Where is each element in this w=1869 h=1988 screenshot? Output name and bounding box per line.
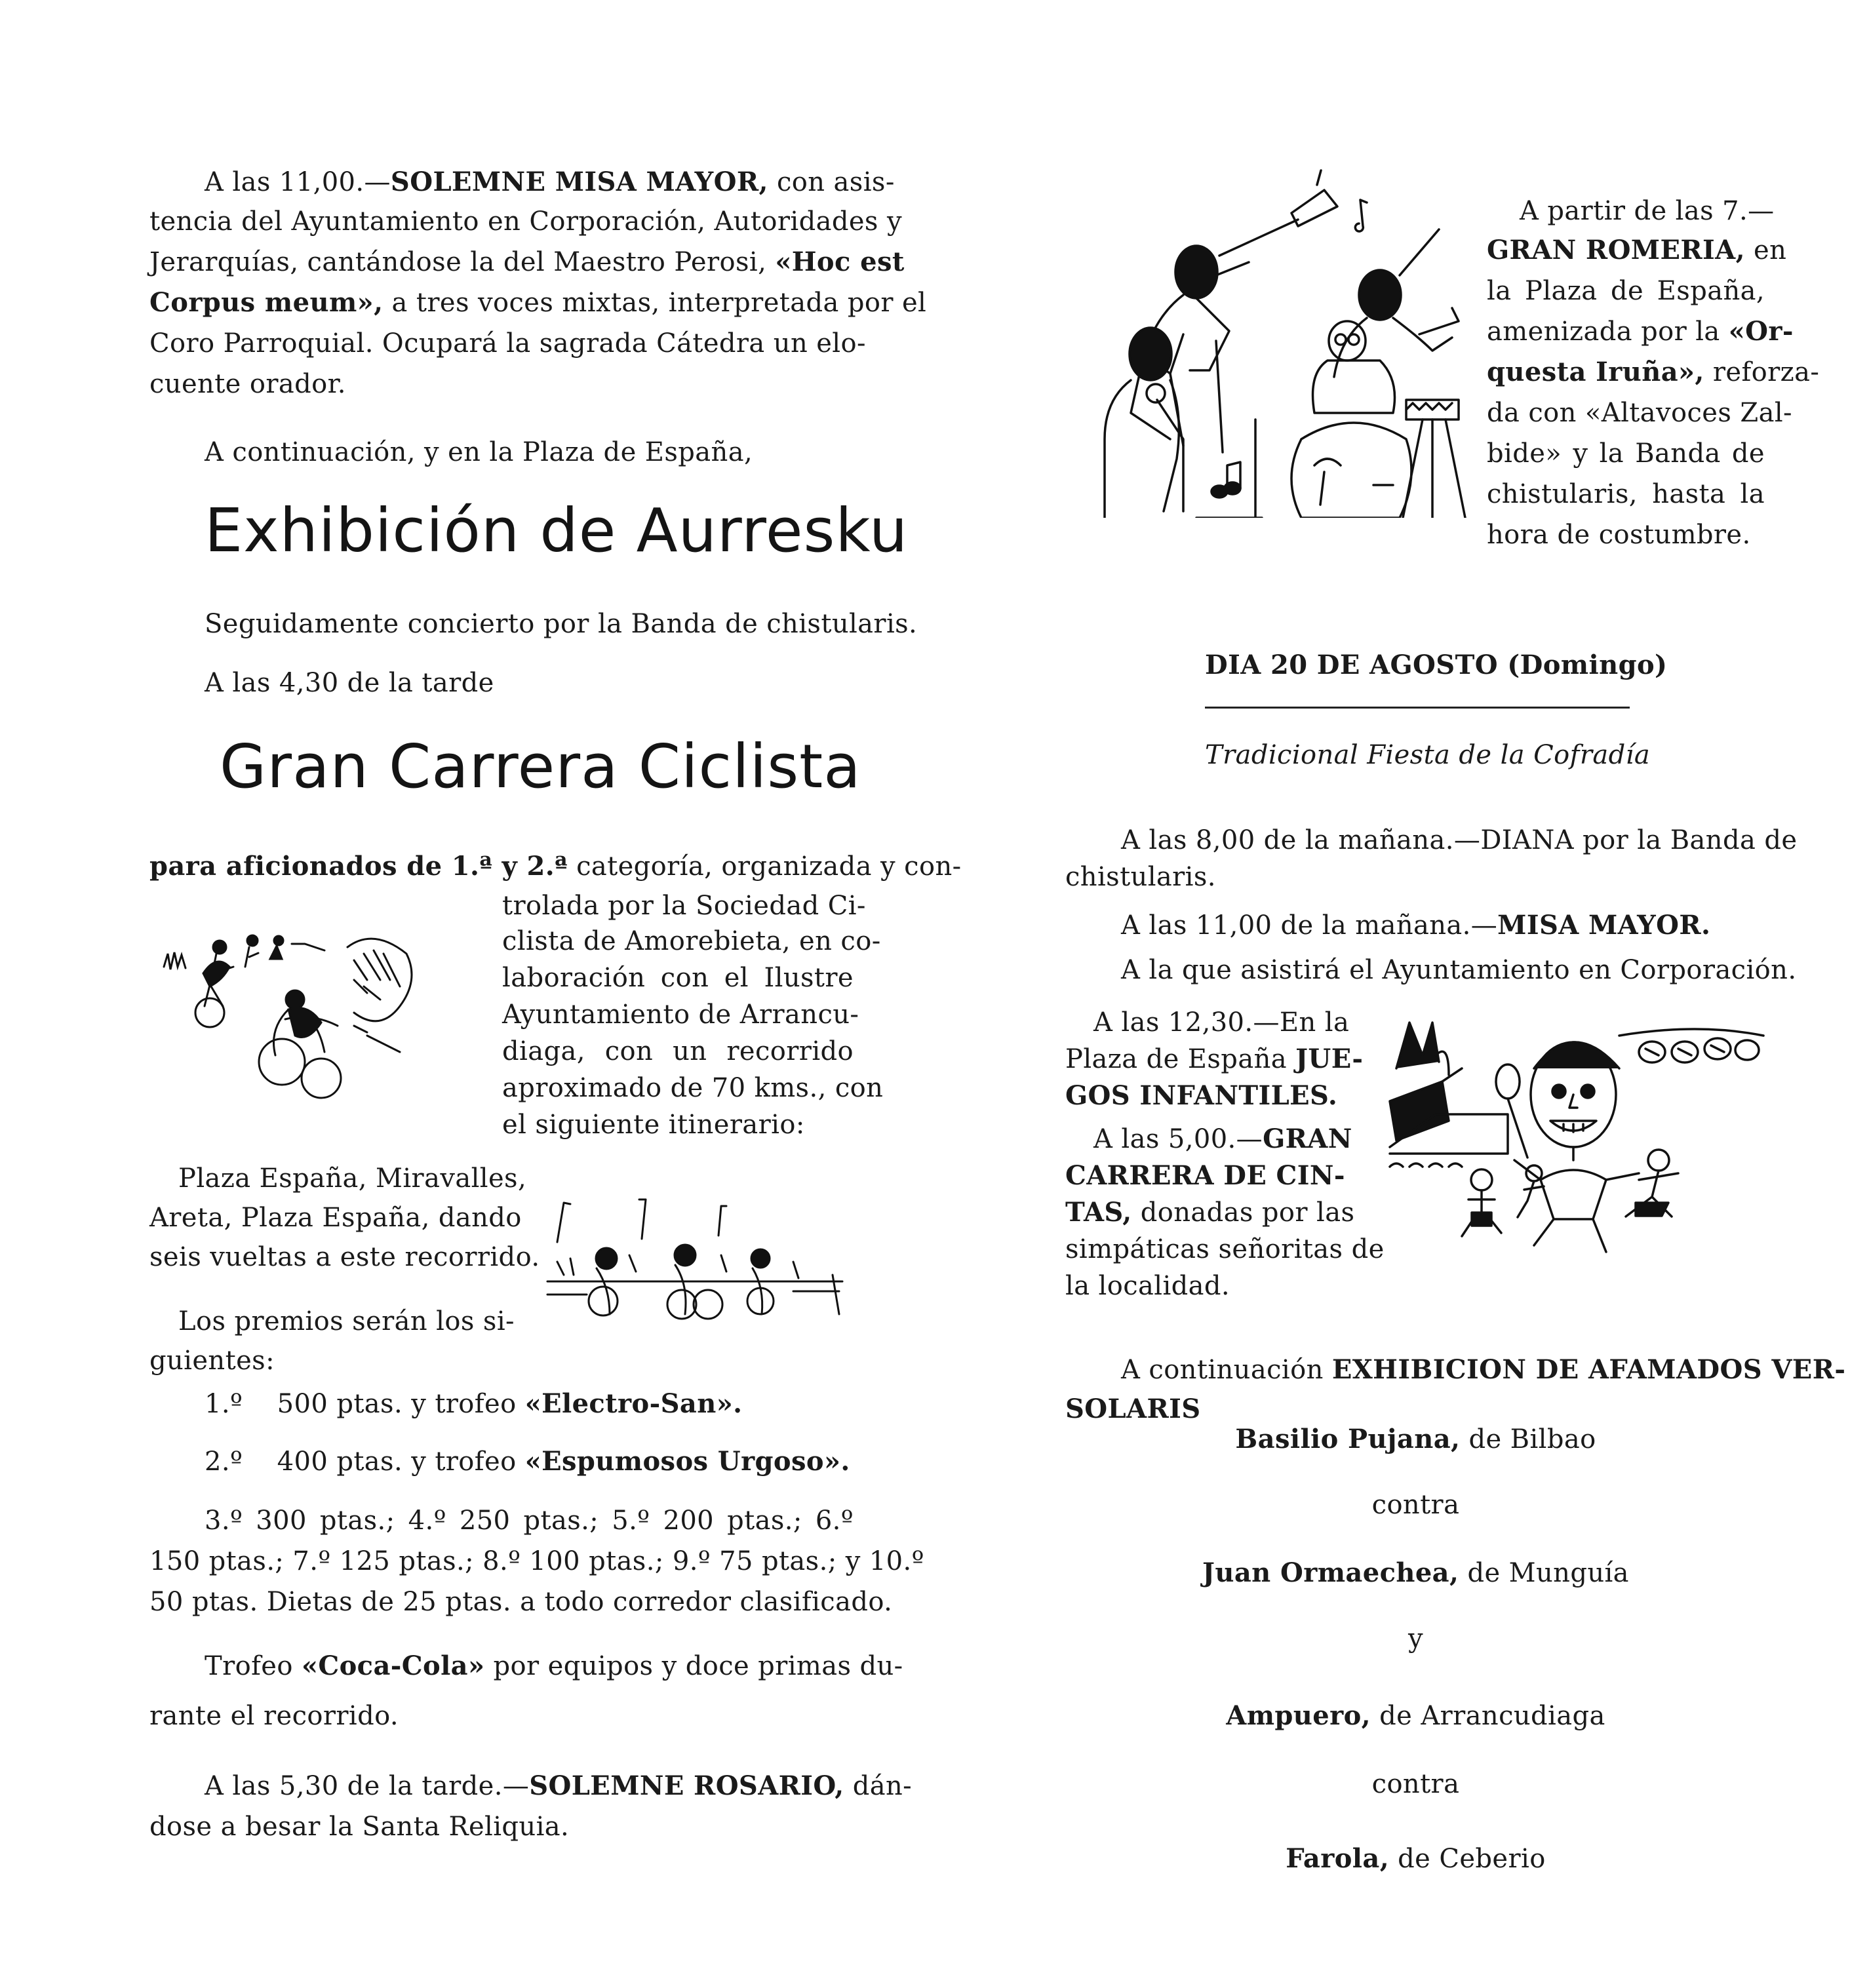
cintas-line-1: A las 5,00.—GRAN xyxy=(1093,1123,1352,1154)
prize-1: 1.º 500 ptas. y trofeo «Electro-San». xyxy=(205,1388,743,1419)
categoria-line-6: diaga, con un recorrido xyxy=(502,1036,854,1066)
tarde-line: A las 4,30 de la tarde xyxy=(205,668,494,698)
bout-2: Juan Ormaechea, de Munguía xyxy=(1202,1557,1629,1588)
categoria-line-5: Ayuntamiento de Arrancu- xyxy=(502,1000,859,1030)
prizes-rest-line-1: 3.º 300 ptas.; 4.º 250 ptas.; 5.º 200 ptas.; 6.º xyxy=(205,1506,854,1536)
romeria-line-7: bide» y la Banda de xyxy=(1487,439,1765,469)
romeria-line-5: questa Iruña», reforza- xyxy=(1487,357,1820,387)
romeria-line-8: chistularis, hasta la xyxy=(1487,479,1765,509)
bout-4: Farola, de Ceberio xyxy=(1286,1843,1546,1874)
categoria-line-4: laboración con el Ilustre xyxy=(502,963,854,993)
cintas-line-5: la localidad. xyxy=(1065,1271,1230,1301)
itinerario-line-2: Areta, Plaza España, dando xyxy=(149,1203,522,1233)
romeria-line-3: la Plaza de España, xyxy=(1487,276,1765,306)
asistira-line: A la que asistirá el Ayuntamiento en Corporación. xyxy=(1121,955,1797,985)
bout-sep-2: y xyxy=(1408,1624,1423,1654)
romeria-line-9: hora de costumbre. xyxy=(1487,520,1751,550)
romeria-line-4: amenizada por la «Or- xyxy=(1487,316,1794,347)
children-games-illustration xyxy=(1377,1016,1770,1265)
romeria-line-2: GRAN ROMERIA, en xyxy=(1487,235,1787,265)
romeria-line-1: A partir de las 7.— xyxy=(1520,196,1775,226)
diana-line-1: A las 8,00 de la mañana.—DIANA por la Banda de xyxy=(1121,825,1798,855)
juegos-line-3: GOS INFANTILES. xyxy=(1065,1080,1338,1111)
misa-mayor-line: A las 11,00 de la mañana.—MISA MAYOR. xyxy=(1121,910,1711,941)
bout-3: Ampuero, de Arrancudiaga xyxy=(1226,1700,1605,1731)
misa-line-4: Corpus meum», a tres voces mixtas, interpretada por el xyxy=(149,287,927,318)
versolaris-line-2: SOLARIS xyxy=(1065,1394,1201,1424)
trofeo-line-2: rante el recorrido. xyxy=(149,1701,399,1731)
misa-line-3: Jerarquías, cantándose la del Maestro Perosi, «Hoc est xyxy=(149,246,905,277)
peloton-illustration xyxy=(544,1196,846,1327)
cyclists-illustration xyxy=(157,921,465,1118)
romeria-line-6: da con «Altavoces Zal- xyxy=(1487,398,1792,428)
trofeo-line-1: Trofeo «Coca-Cola» por equipos y doce primas du- xyxy=(205,1650,903,1681)
misa-line-2: tencia del Ayuntamiento en Corporación, Autoridades y xyxy=(149,206,902,237)
prizes-rest-line-3: 50 ptas. Dietas de 25 ptas. a todo corredor clasificado. xyxy=(149,1587,893,1617)
day-heading: DIA 20 DE AGOSTO (Domingo) xyxy=(1205,650,1668,680)
categoria-line-2: trolada por la Sociedad Ci- xyxy=(502,891,866,921)
bout-1: Basilio Pujana, de Bilbao xyxy=(1235,1424,1596,1454)
cintas-line-3: TAS, donadas por las xyxy=(1065,1197,1355,1228)
prizes-rest-line-2: 150 ptas.; 7.º 125 ptas.; 8.º 100 ptas.; 9.º 75 ptas.; y 10.º xyxy=(149,1546,924,1576)
jazz-band-illustration xyxy=(1065,164,1485,518)
seguidamente-line: Seguidamente concierto por la Banda de chistularis. xyxy=(205,609,918,639)
itinerario-line-1: Plaza España, Miravalles, xyxy=(178,1163,527,1194)
categoria-line-1: para aficionados de 1.ª y 2.ª categoría, organizada y con- xyxy=(149,851,962,882)
misa-line-5: Coro Parroquial. Ocupará la sagrada Cátedra un elo- xyxy=(149,328,866,359)
categoria-line-7: aproximado de 70 kms., con xyxy=(502,1073,884,1103)
rosario-line-1: A las 5,30 de la tarde.—SOLEMNE ROSARIO, dán- xyxy=(205,1770,913,1801)
cintas-line-2: CARRERA DE CIN- xyxy=(1065,1160,1345,1191)
juegos-line-2: Plaza de España JUE- xyxy=(1065,1043,1364,1074)
juegos-line-1: A las 12,30.—En la xyxy=(1093,1007,1350,1038)
bout-sep-3: contra xyxy=(1371,1769,1460,1799)
prize-2: 2.º 400 ptas. y trofeo «Espumosos Urgoso». xyxy=(205,1446,850,1477)
misa-line-6: cuente orador. xyxy=(149,369,346,399)
misa-line-1: A las 11,00.—SOLEMNE MISA MAYOR, con asis- xyxy=(205,166,895,197)
categoria-line-8: el siguiente itinerario: xyxy=(502,1110,805,1140)
categoria-line-3: clista de Amorebieta, en co- xyxy=(502,926,881,956)
premios-line-2: guientes: xyxy=(149,1346,275,1376)
versolaris-line-1: A continuación EXHIBICION DE AFAMADOS VER- xyxy=(1121,1354,1846,1385)
day-heading-rule xyxy=(1205,707,1630,709)
day-subtitle: Tradicional Fiesta de la Cofradía xyxy=(1205,740,1651,770)
carrera-ciclista-title: Gran Carrera Ciclista xyxy=(220,731,861,802)
rosario-line-2: dose a besar la Santa Reliquia. xyxy=(149,1812,570,1842)
continuacion-line: A continuación, y en la Plaza de España, xyxy=(205,437,753,467)
itinerario-line-3: seis vueltas a este recorrido. xyxy=(149,1242,540,1272)
cintas-line-4: simpáticas señoritas de xyxy=(1065,1234,1385,1264)
premios-line-1: Los premios serán los si- xyxy=(178,1306,515,1336)
bout-sep-1: contra xyxy=(1371,1490,1460,1520)
aurresku-title: Exhibición de Aurresku xyxy=(205,496,909,566)
diana-line-2: chistularis. xyxy=(1065,862,1216,892)
